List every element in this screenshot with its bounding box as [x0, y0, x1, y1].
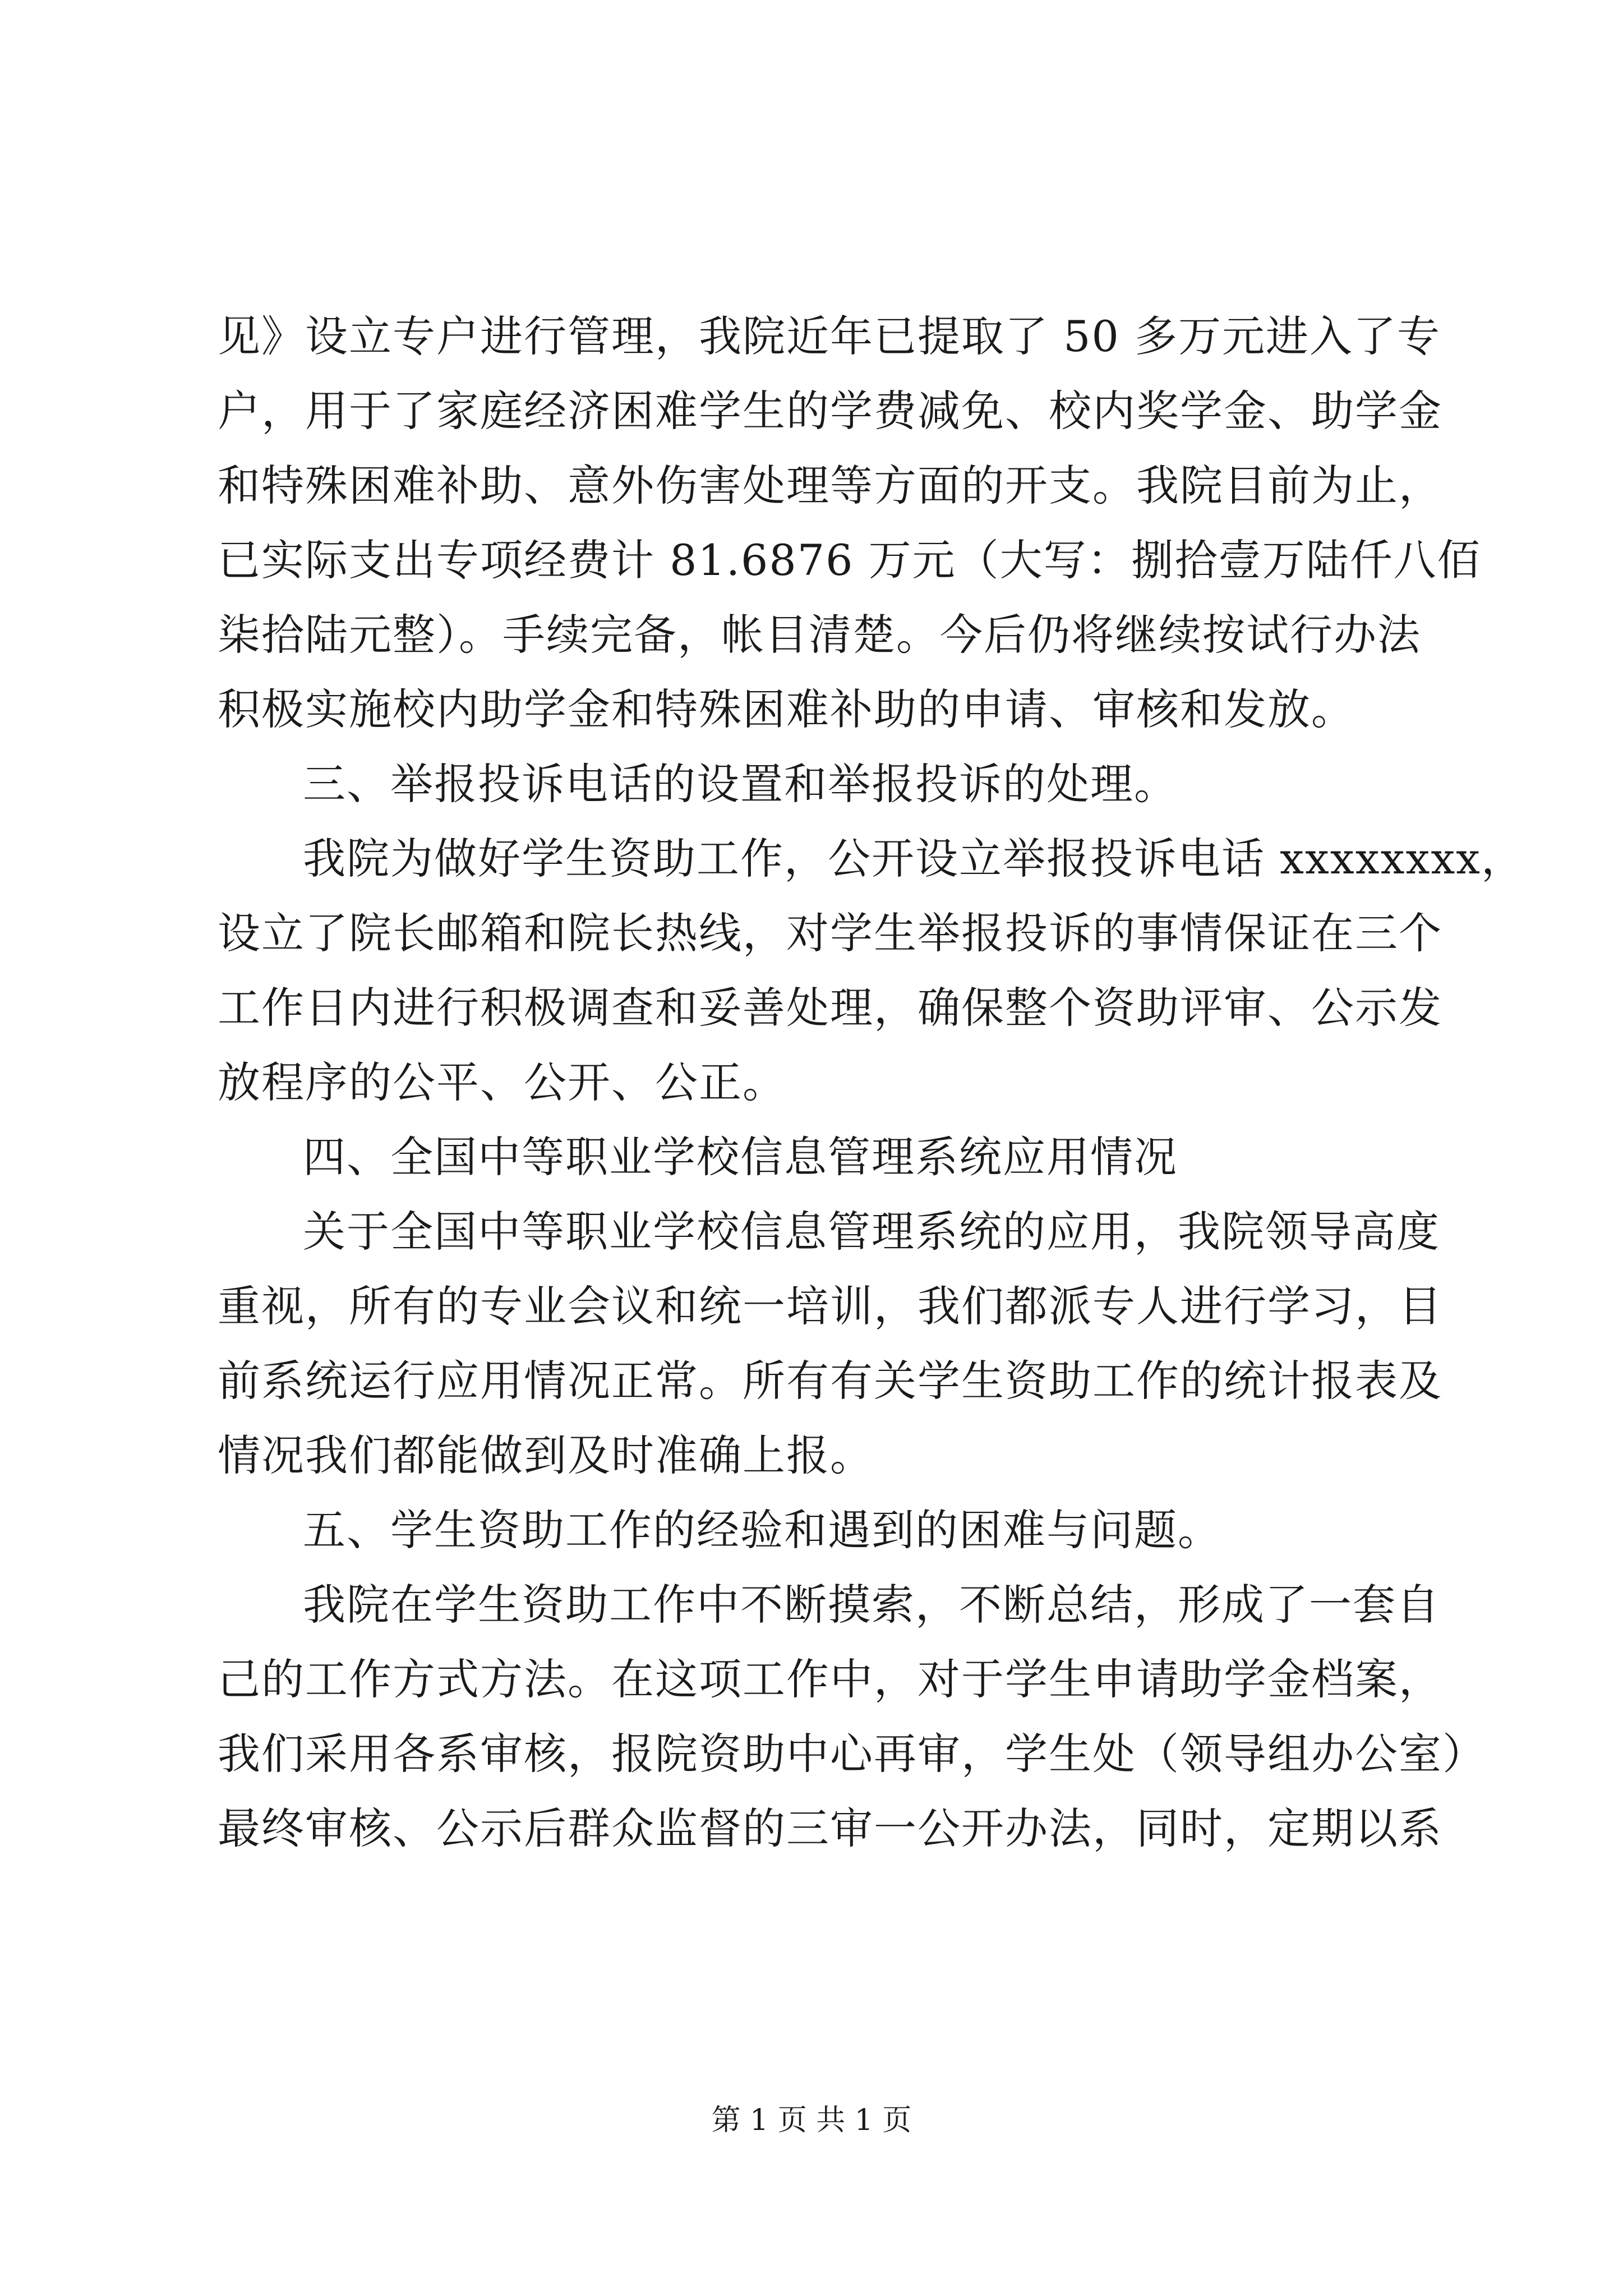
page-footer: 第 1 页 共 1 页 — [711, 2104, 912, 2137]
text-line: 设立了院长邮箱和院长热线，对学生举报投诉的事情保证在三个 — [218, 908, 1442, 958]
text-line: 三、举报投诉电话的设置和举报投诉的处理。 — [303, 759, 1178, 809]
text-line: 重视，所有的专业会议和统一培训，我们都派专人进行学习，目 — [218, 1281, 1442, 1331]
text-line: 我们采用各系审核，报院资助中心再审，学生处（领导组办公室） — [218, 1729, 1486, 1779]
text-line: 关于全国中等职业学校信息管理系统的应用，我院领导高度 — [303, 1207, 1440, 1257]
text-line: 五、学生资助工作的经验和遇到的困难与问题。 — [303, 1505, 1221, 1555]
text-line: 四、全国中等职业学校信息管理系统应用情况 — [303, 1132, 1178, 1182]
text-line: 前系统运行应用情况正常。所有有关学生资助工作的统计报表及 — [218, 1356, 1442, 1406]
text-line: 柒拾陆元整）。手续完备，帐目清楚。今后仍将继续按试行办法 — [218, 610, 1421, 660]
text-line: 放程序的公平、公开、公正。 — [218, 1057, 786, 1107]
text-line: 户，用于了家庭经济困难学生的学费减免、校内奖学金、助学金 — [218, 386, 1442, 436]
text-line: 见》设立专户进行管理，我院近年已提取了 50 多万元进入了专 — [218, 311, 1441, 361]
text-line: 积极实施校内助学金和特殊困难补助的申请、审核和发放。 — [218, 684, 1355, 734]
text-line: 已实际支出专项经费计 81.6876 万元（大写：捌拾壹万陆仟八佰 — [218, 535, 1481, 585]
text-line: 和特殊困难补助、意外伤害处理等方面的开支。我院目前为止， — [218, 461, 1442, 510]
text-line: 我院为做好学生资助工作，公开设立举报投诉电话 xxxxxxxx， — [303, 834, 1525, 884]
text-line: 最终审核、公示后群众监督的三审一公开办法，同时，定期以系 — [218, 1803, 1442, 1853]
text-line: 情况我们都能做到及时准确上报。 — [218, 1430, 874, 1480]
document-body — [218, 299, 1525, 1866]
text-line: 工作日内进行积极调查和妥善处理，确保整个资助评审、公示发 — [218, 983, 1442, 1033]
text-line: 己的工作方式方法。在这项工作中，对于学生申请助学金档案， — [218, 1654, 1442, 1704]
text-line: 我院在学生资助工作中不断摸索，不断总结，形成了一套自 — [303, 1580, 1440, 1630]
